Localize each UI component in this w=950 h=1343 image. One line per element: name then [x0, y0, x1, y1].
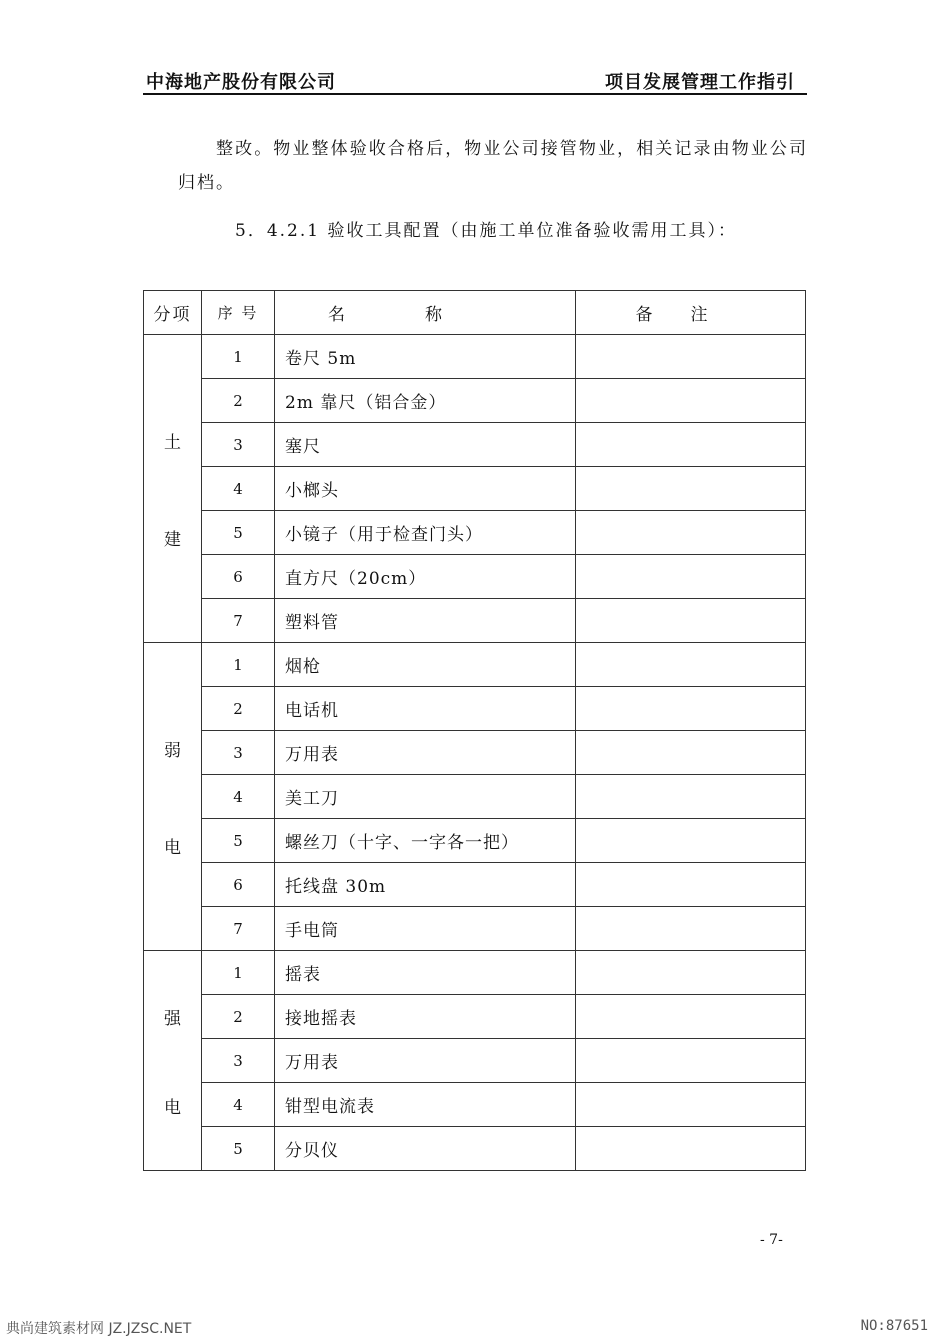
category-char: 土 [164, 432, 181, 453]
row-name: 小镜子（用于检查门头） [275, 511, 576, 555]
header-note-text: 备注 [635, 305, 746, 325]
row-number: 1 [202, 643, 275, 687]
row-note [576, 731, 806, 775]
row-name: 电话机 [275, 687, 576, 731]
category-cell [144, 335, 202, 643]
row-name: 钳型电流表 [275, 1083, 576, 1127]
row-number: 2 [202, 379, 275, 423]
row-name: 接地摇表 [275, 995, 576, 1039]
row-name: 烟枪 [275, 643, 576, 687]
row-number: 6 [202, 863, 275, 907]
category-chars [144, 736, 201, 858]
header-number: 序 号 [202, 291, 275, 335]
table-row [144, 1083, 806, 1127]
table-row [144, 467, 806, 511]
tools-table [143, 290, 806, 1171]
row-name: 摇表 [275, 951, 576, 995]
row-note [576, 423, 806, 467]
row-number: 1 [202, 335, 275, 379]
row-note [576, 335, 806, 379]
row-note [576, 467, 806, 511]
row-name: 螺丝刀（十字、一字各一把） [275, 819, 576, 863]
row-note [576, 863, 806, 907]
header-rule [143, 93, 807, 95]
table-row [144, 819, 806, 863]
row-note [576, 995, 806, 1039]
category-char: 强 [164, 1008, 181, 1029]
table-row [144, 1039, 806, 1083]
footer-watermark: 典尚建筑素材网 JZ.JZSC.NET [6, 1321, 192, 1337]
section-heading: 5．4.2.1 验收工具配置（由施工单位准备验收需用工具）： [235, 221, 737, 241]
row-number: 2 [202, 995, 275, 1039]
row-number: 3 [202, 1039, 275, 1083]
table-row [144, 599, 806, 643]
row-name: 万用表 [275, 1039, 576, 1083]
row-number: 6 [202, 555, 275, 599]
table-row [144, 687, 806, 731]
table-header-row [144, 291, 806, 335]
table-row [144, 731, 806, 775]
row-number: 5 [202, 1127, 275, 1171]
row-note [576, 511, 806, 555]
header-category: 分项 [144, 291, 202, 335]
row-number: 4 [202, 1083, 275, 1127]
row-number: 7 [202, 907, 275, 951]
row-name: 托线盘 30m [275, 863, 576, 907]
row-number: 3 [202, 731, 275, 775]
row-name: 塑料管 [275, 599, 576, 643]
table-row [144, 643, 806, 687]
row-note [576, 643, 806, 687]
table-row [144, 995, 806, 1039]
table-body [144, 335, 806, 1171]
row-name: 塞尺 [275, 423, 576, 467]
row-note [576, 951, 806, 995]
row-number: 5 [202, 511, 275, 555]
category-chars [144, 428, 201, 550]
row-note [576, 907, 806, 951]
category-cell [144, 643, 202, 951]
row-name: 小榔头 [275, 467, 576, 511]
table-row [144, 423, 806, 467]
footer-id: NO:87651 [860, 1318, 928, 1334]
row-number: 4 [202, 467, 275, 511]
row-name: 直方尺（20cm） [275, 555, 576, 599]
row-note [576, 1127, 806, 1171]
row-number: 4 [202, 775, 275, 819]
row-note [576, 1039, 806, 1083]
category-char: 弱 [164, 740, 181, 761]
row-note [576, 599, 806, 643]
table-row [144, 775, 806, 819]
row-note [576, 687, 806, 731]
row-note [576, 1083, 806, 1127]
header-doc-title: 项目发展管理工作指引 [605, 72, 795, 93]
table-row [144, 555, 806, 599]
category-char: 建 [164, 529, 181, 550]
category-char: 电 [164, 837, 181, 858]
table-row [144, 511, 806, 555]
row-number: 2 [202, 687, 275, 731]
table-row [144, 379, 806, 423]
category-cell [144, 951, 202, 1171]
header-name-text: 名称 [328, 305, 522, 325]
row-name: 分贝仪 [275, 1127, 576, 1171]
body-paragraph: 整改。物业整体验收合格后，物业公司接管物业，相关记录由物业公司归档。 [178, 139, 808, 193]
row-number: 1 [202, 951, 275, 995]
row-note [576, 775, 806, 819]
row-name: 美工刀 [275, 775, 576, 819]
category-char: 电 [164, 1097, 181, 1118]
row-name: 万用表 [275, 731, 576, 775]
header-note [576, 291, 806, 335]
row-name: 手电筒 [275, 907, 576, 951]
row-number: 5 [202, 819, 275, 863]
table-row [144, 1127, 806, 1171]
row-number: 7 [202, 599, 275, 643]
category-chars [144, 1004, 201, 1118]
table-row [144, 335, 806, 379]
header-name [275, 291, 576, 335]
row-note [576, 819, 806, 863]
table-row [144, 863, 806, 907]
row-name: 卷尺 5m [275, 335, 576, 379]
row-number: 3 [202, 423, 275, 467]
page-number: - 7- [760, 1232, 783, 1248]
header-company: 中海地产股份有限公司 [146, 72, 336, 93]
row-name: 2m 靠尺（铝合金） [275, 379, 576, 423]
row-note [576, 555, 806, 599]
row-note [576, 379, 806, 423]
table-row [144, 951, 806, 995]
table-row [144, 907, 806, 951]
